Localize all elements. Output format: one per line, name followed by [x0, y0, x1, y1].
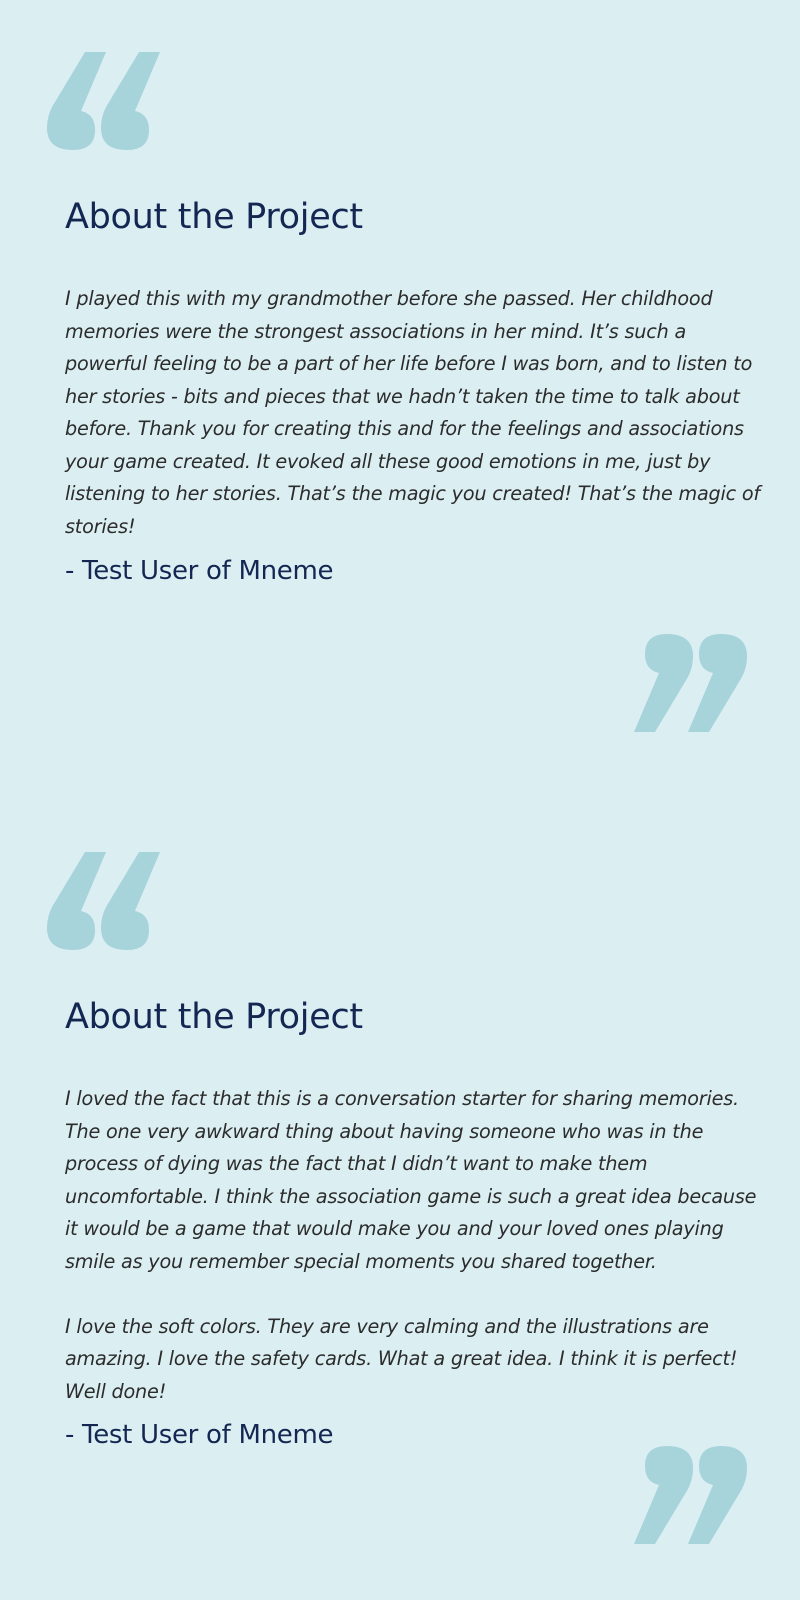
testimonial-paragraph: I love the soft colors. They are very calming and the illustrations are amazing. I love the safety cards. What a great idea. I think it is perfect! Well done!	[65, 1314, 738, 1403]
testimonial-title: About the Project	[65, 997, 363, 1037]
testimonial-card	[0, 800, 800, 1600]
testimonial-body	[65, 283, 765, 543]
testimonial-paragraph: I played this with my grandmother before she passed. Her childhood memories were the strongest associations in her mind. It’s such a powerful feeling to be a part of her life before I was born, and to listen to her stories - bits and pieces that we hadn’t taken the time to talk about before. Thank you for creating this and for the feelings and associations your game created. It evoked all these good emotions in me, just by listening to her stories. That’s the magic you created! That’s the magic of stories!	[65, 287, 760, 538]
close-quote-icon	[634, 1446, 750, 1548]
testimonial-attribution: - Test User of Mneme	[65, 556, 334, 586]
testimonial-body	[65, 1083, 765, 1408]
open-quote-icon	[47, 52, 163, 154]
testimonial-title: About the Project	[65, 197, 363, 237]
testimonial-paragraph: I loved the fact that this is a conversation starter for sharing memories. The one very awkward thing about having someone who was in the process of dying was the fact that I didn’t want to make them uncomfortable. I think the association game is such a great idea because it would be a game that would make you and your loved ones playing smile as you remember special moments you shared together.	[65, 1087, 757, 1273]
close-quote-icon	[634, 634, 750, 736]
open-quote-icon	[47, 852, 163, 954]
testimonial-attribution: - Test User of Mneme	[65, 1420, 334, 1450]
